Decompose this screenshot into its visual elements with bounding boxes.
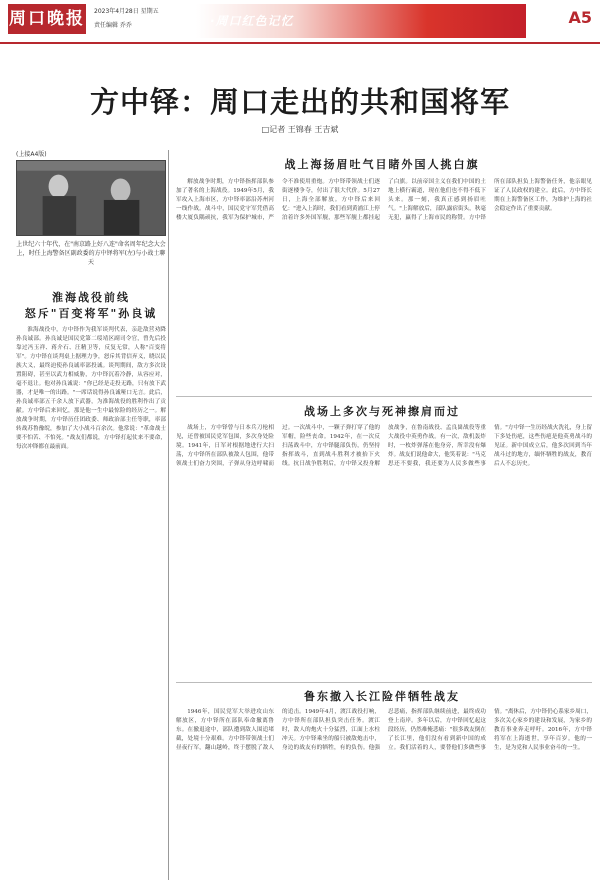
newspaper-logo: 周口晚报 — [8, 4, 86, 34]
section-divider-1 — [176, 396, 592, 397]
historical-photo — [16, 160, 166, 236]
section2-text — [176, 424, 592, 679]
section1-text — [176, 178, 592, 393]
section-title-left-line1: 淮海战役前线 — [52, 291, 130, 304]
page-number: A5 — [568, 8, 592, 27]
section3-paragraph: 1946年，国民党军大举进攻山东解放区，方中铎所在部队奉命撤离鲁东。在撤退途中，部队遭到敌人围追堵截，处境十分艰难。方中铎带领战士们昼夜行军，翻山越岭，终于摆脱了敌人的追击。1949年4月，渡江战役打响，方中铎所在部队担负突击任务。渡江时，敌人的炮火十分猛烈，江面上水柱冲天。方中铎乘坐的船只被敌炮击中，身边的战友有的牺牲，有的负伤。他强忍悲痛，指挥部队继续前进，最终成功登上南岸。多年以后，方中铎回忆起这段经历，仍然难掩悲痛："很多战友倒在了长江里，他们没有看到新中国的成立。我们活着的人，要替他们多做些事情。"离休后，方中铎仍心系家乡周口，多次关心家乡的建设和发展，为家乡的教育事业奔走呼吁。2016年，方中铎将军在上海逝世，享年百岁。他的一生，是为党和人民事业奋斗的一生。 — [176, 709, 592, 751]
section-banner-text: ·周口红色记忆 — [210, 14, 294, 28]
section3-text — [176, 708, 592, 886]
editor-credit: 责任编辑 乔乔 — [94, 22, 132, 29]
section-title-shanghai: 战上海扬眉吐气目睹外国人挑白旗 — [284, 158, 480, 171]
section-title-yangtze: 鲁东撤入长江险伴牺牲战友 — [304, 690, 460, 703]
section-title-danger: 战场上多次与死神擦肩而过 — [304, 405, 460, 418]
left-column-text — [16, 326, 166, 886]
section-title-left-line2: 怒斥"百变将军"孙良诚 — [24, 307, 158, 320]
section-divider-2 — [176, 682, 592, 683]
section1-paragraph: 解放战争时期，方中铎指挥部队参加了著名的上海战役。1949年5月，我军攻入上海市区，方中铎率部沿苏州河一线作战。战斗中，国民党守军凭借高楼大厦负隅顽抗，我军为保护城市，严令不准使用重炮。方中铎带领战士们逐街逐楼争夺，付出了很大代价。5月27日，上海全部解放。方中铎后来回忆："进入上海时，我们看到黄浦江上停泊着许多外国军舰，那些军舰上都挂起了白旗。以前帝国主义在我们中国的土地上横行霸道，现在他们也不得不低下头来。那一刻，我真正感到扬眉吐气。"上海解放后，部队露宿街头，秋毫无犯，赢得了上海市民的称赞。方中铎所在部队担负上海警备任务，他亲眼见证了人民政权的建立。此后，方中铎长期在上海警备区工作，为维护上海的社会稳定作出了重要贡献。 — [176, 179, 592, 221]
column-divider — [168, 150, 169, 880]
section-title-left — [16, 290, 166, 322]
photo-caption: 上世纪六十年代，在"南京路上好八连"命名周年纪念大会上，时任上海警备区副政委的方中铎将军(左)与小战士聊天 — [16, 241, 166, 266]
article-byline: □记者 王锦春 王吉斌 — [261, 125, 339, 134]
article-headline: 方中铎：周口走出的共和国将军 — [89, 85, 510, 119]
masthead — [0, 0, 600, 44]
left-column-paragraph: 淮海战役中，方中铎作为我军谈判代表，亲赴敌营劝降孙良诚部。孙良诚是国民党第二绥靖区副司令官，曾先后投靠过冯玉祥、蒋介石、汪精卫等，反复无常，人称"百变将军"。方中铎在谈判桌上据理力争，怒斥其背信弃义，晓以民族大义，最终迫使孙良诚率部投诚。谈判期间，敌方多次设置阻碍，甚至以武力相威胁，方中铎沉着冷静，从容应对，毫不退让。他对孙良诚说："你已经是走投无路，只有放下武器，才是唯一的出路。"一席话说得孙良诚哑口无言。此后，孙良诚率部五千余人放下武器，为淮海战役的胜利作出了贡献。方中铎后来回忆，那是他一生中最惊险的经历之一。解放战争时期，方中铎历任团政委、师政治部主任等职，率部转战苏鲁豫皖，参加了大小战斗百余次。他常说："革命战士要不怕苦、不怕死。"战友们都说，方中铎打起仗来不要命，每次冲锋都在最前面。 — [16, 327, 166, 450]
section2-paragraph: 战场上，方中铎曾与日本兵刀枪相见，还曾被国民党军包围，多次身处险境。1941年，日军对根据地进行大扫荡，方中铎所在部队被敌人包围，他带领战士们奋力突围，子弹从身边呼啸而过。一次战斗中，一颗子弹打穿了他的军帽，险些丧命。1942年，在一次反扫荡战斗中，方中铎腿部负伤，仍坚持指挥战斗，直到战斗胜利才被抬下火线。抗日战争胜利后，方中铎又投身解放战争，在鲁南战役、孟良崮战役等重大战役中英勇作战。有一次，敌机轰炸时，一枚炸弹落在他身旁，所幸没有爆炸。战友们说他命大，他笑着说："马克思还不要我，我还要为人民多做些事情。"方中铎一生历经战火洗礼，身上留下多处伤疤，这些伤疤是他英勇战斗的见证。新中国成立后，他多次回到当年战斗过的地方，缅怀牺牲的战友，教育后人不忘历史。 — [176, 425, 592, 467]
continued-note: (上接A4版) — [16, 151, 47, 158]
issue-date: 2023年4月28日 星期五 — [94, 8, 159, 15]
photo-figures-icon — [17, 161, 165, 235]
